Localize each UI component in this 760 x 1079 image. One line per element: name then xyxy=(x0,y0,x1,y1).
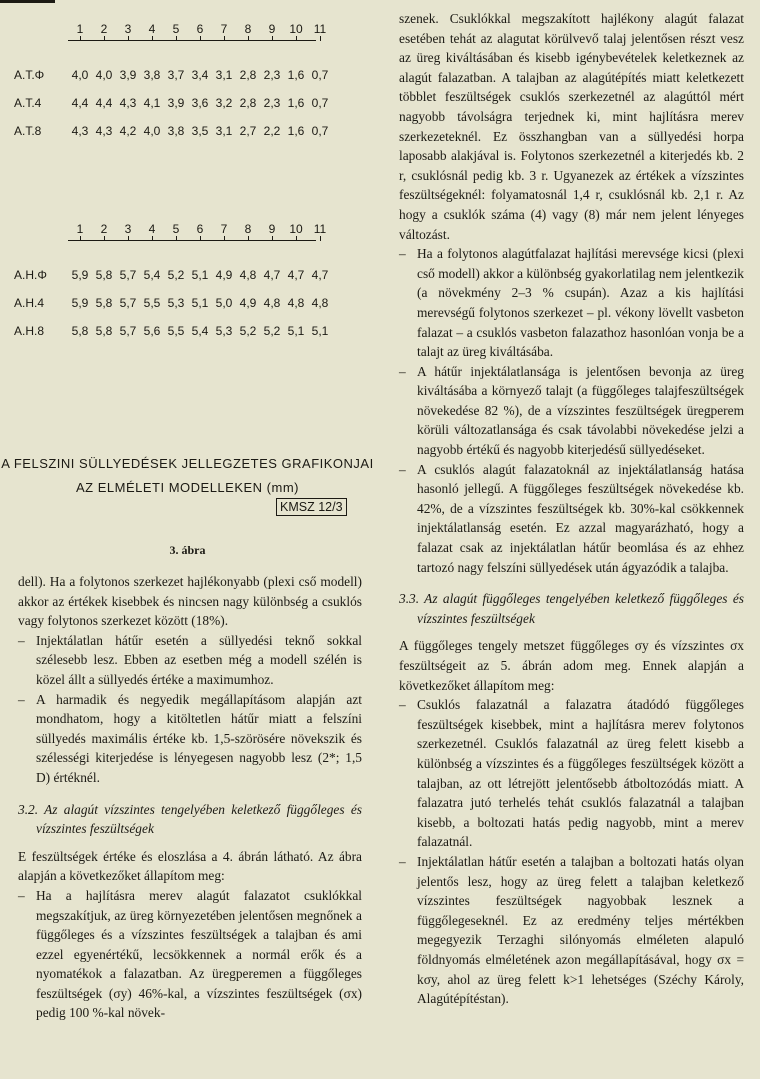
scale-line xyxy=(68,40,316,41)
figure-caption: 3. ábra xyxy=(169,543,206,557)
scale-tick-label: 2 xyxy=(100,222,108,236)
scale-tick-label: 7 xyxy=(220,222,228,236)
table-cell: 5,8 xyxy=(71,324,89,338)
table-cell: 5,8 xyxy=(95,268,113,282)
row-label: A.H.4 xyxy=(14,296,45,310)
scale-tick-label: 11 xyxy=(313,222,327,236)
section-heading: 3.2. Az alagút vízszintes tengelyében keletkező függőleges és vízszintes feszültségek xyxy=(18,801,362,837)
settlement-table-a xyxy=(14,22,334,147)
row-label: A.T.4 xyxy=(14,96,42,110)
table-cell: 0,7 xyxy=(311,124,329,138)
table-cell: 5,2 xyxy=(263,324,281,338)
scale-tick-label: 6 xyxy=(196,222,204,236)
paragraph: E feszültségek értéke és eloszlása a 4. ábrán látható. Az ábra alapján a következőket állapítom meg: xyxy=(18,848,362,884)
table-cell: 5,9 xyxy=(71,296,89,310)
table-cell: 3,8 xyxy=(167,124,185,138)
scale-tick-label: 8 xyxy=(244,22,252,36)
scale-line xyxy=(68,240,316,241)
table-cell: 4,3 xyxy=(119,96,137,110)
scale-tick-label: 1 xyxy=(76,222,84,236)
table-cell: 4,4 xyxy=(95,96,113,110)
table-cell: 4,9 xyxy=(215,268,233,282)
table-cell: 5,2 xyxy=(167,268,185,282)
table-cell: 4,7 xyxy=(311,268,329,282)
settlement-table-b xyxy=(14,222,334,347)
table-cell: 5,7 xyxy=(119,296,137,310)
row-label: A.H.8 xyxy=(14,324,45,338)
bullet-paragraph: – A harmadik és negyedik megállapításom alapján azt mondhatom, hogy a kitöltetlen hátűr miatt a felszíni süllyedés maximális értéke kb. 1,5-szörösére növekszik és szélességi kiterjedése is lényegesen nagyobb lesz (2*; 1,5 D) értéknél. xyxy=(18,690,362,788)
bullet-paragraph: – Injektálatlan hátűr esetén a talajban a boltozati hatás olyan jelentős lesz, hogy az üreg felett a talajban keletkező vízszintes feszültségek nagyobbak lesznek a függőlegeseknél. Ez az eredmény teljes mértékben megegyezik Terzaghi silónyomás elméleten alapuló földnyomás elméletének azon megállapításával, hogy σx = kσy, ahol az üreg felett k>1 lehetséges (Széchy Károly, Alagútépítéstan). xyxy=(399,852,744,1009)
table-cell: 5,9 xyxy=(71,268,89,282)
scale-tick-mark xyxy=(320,236,321,241)
figure-title-line2: AZ ELMÉLETI MODELLEKEN (mm) xyxy=(76,480,299,495)
table-cell: 1,6 xyxy=(287,96,305,110)
table-cell: 3,4 xyxy=(191,68,209,82)
bullet-paragraph: – Ha a folytonos alagútfalazat hajlítási merevsége kicsi (plexi cső modell) akkor a különbség gyakorlatilag nem jelentkezik (a növekmény 2–3 % csupán). Azaz a kis hajlítási merevségű folytonos szerkezet – pl. vékony lövellt vasbeton falazat – a csuklós vasbeton falazathoz hasonlóan vonja be a talajt az üreg kiváltásába. xyxy=(399,244,744,362)
table-cell: 4,3 xyxy=(95,124,113,138)
table-cell: 5,2 xyxy=(239,324,257,338)
right-text-column xyxy=(399,9,744,1009)
table-cell: 3,8 xyxy=(143,68,161,82)
table-cell: 5,1 xyxy=(311,324,329,338)
table-cell: 4,8 xyxy=(263,296,281,310)
table-cell: 5,1 xyxy=(191,296,209,310)
table-cell: 4,0 xyxy=(143,124,161,138)
bullet-paragraph: – A csuklós alagút falazatoknál az injektálatlanság hatása hasonló jellegű. A függőleges feszültségek növekedése kb. 42%, de a vízszintes feszültségek kb. 30%-kal csökkennek injektálatlanság esetén. Ez azzal magyarázható, hogy a falazat csak az injektálatlan hátűr beomlása és az ehhez tartozó nagy felszíni süllyedések után ágyazódik a talajba. xyxy=(399,460,744,578)
scale-tick-label: 1 xyxy=(76,22,84,36)
paragraph: A függőleges tengely metszet függőleges σy és vízszintes σx feszültségeit az 5. ábrán adom meg. Ennek alapján a következőket állapítom meg: xyxy=(399,638,744,693)
table-cell: 3,1 xyxy=(215,124,233,138)
table-cell: 2,8 xyxy=(239,68,257,82)
paragraph: dell). Ha a folytonos szerkezet hajlékonyabb (plexi cső modell) akkor az értékek kisebbek és nincsen nagy különbség a csuklós vagy folytonos szerkezet között (18%). xyxy=(18,574,362,629)
figure-title-line1: A FELSZINI SÜLLYEDÉSEK JELLEGZETES GRAFIKONJAI xyxy=(1,456,374,471)
table-cell: 3,9 xyxy=(119,68,137,82)
row-label: A.T.Φ xyxy=(14,68,45,82)
scale-tick-label: 4 xyxy=(148,22,156,36)
table-cell: 5,8 xyxy=(95,324,113,338)
section-heading: 3.3. Az alagút függőleges tengelyében keletkező függőleges és vízszintes feszültségek xyxy=(399,591,744,626)
table-cell: 3,5 xyxy=(191,124,209,138)
table-cell: 5,7 xyxy=(119,268,137,282)
table-row xyxy=(14,324,334,340)
table-cell: 2,3 xyxy=(263,96,281,110)
scale-tick-label: 3 xyxy=(124,222,132,236)
table-cell: 3,1 xyxy=(215,68,233,82)
table-row xyxy=(14,268,334,284)
table-cell: 2,8 xyxy=(239,96,257,110)
table-row xyxy=(14,96,334,112)
table-cell: 4,1 xyxy=(143,96,161,110)
bullet-paragraph: – A hátűr injektálatlansága is jelentősen bevonja az üreg kiváltásába a környező talajt (a függőleges talajfeszültségek növekedése 82 %), de a vízszintes feszültségek üregperem körüli változatlansága és csak távolabbi növekedése jelzi a nagyobb értékű és nagyobb kiterjedésű süllyedéseket. xyxy=(399,362,744,460)
table-cell: 5,4 xyxy=(143,268,161,282)
table-cell: 4,7 xyxy=(263,268,281,282)
table-cell: 4,8 xyxy=(287,296,305,310)
table-cell: 5,1 xyxy=(287,324,305,338)
scale-tick-label: 8 xyxy=(244,222,252,236)
table-cell: 4,0 xyxy=(71,68,89,82)
top-rule xyxy=(0,0,55,3)
table-cell: 5,1 xyxy=(191,268,209,282)
table-cell: 4,9 xyxy=(239,296,257,310)
table-row xyxy=(14,124,334,140)
scale-tick-label: 7 xyxy=(220,22,228,36)
table-cell: 4,2 xyxy=(119,124,137,138)
table-cell: 3,2 xyxy=(215,96,233,110)
scale-tick-label: 2 xyxy=(100,22,108,36)
scale-tick-label: 4 xyxy=(148,222,156,236)
table-cell: 3,9 xyxy=(167,96,185,110)
table-cell: 0,7 xyxy=(311,96,329,110)
left-text-column xyxy=(18,572,362,1023)
scale-tick-mark xyxy=(320,36,321,41)
scale-tick-label: 3 xyxy=(124,22,132,36)
table-cell: 3,6 xyxy=(191,96,209,110)
scale-axis xyxy=(14,222,334,250)
table-cell: 5,4 xyxy=(191,324,209,338)
table-cell: 5,5 xyxy=(167,324,185,338)
table-cell: 1,6 xyxy=(287,124,305,138)
table-row xyxy=(14,68,334,84)
table-cell: 4,7 xyxy=(287,268,305,282)
scale-tick-label: 10 xyxy=(289,22,303,36)
table-cell: 5,6 xyxy=(143,324,161,338)
table-cell: 4,3 xyxy=(71,124,89,138)
scale-tick-label: 5 xyxy=(172,22,180,36)
scale-tick-label: 5 xyxy=(172,222,180,236)
scale-tick-label: 9 xyxy=(268,22,276,36)
table-cell: 5,7 xyxy=(119,324,137,338)
row-label: A.H.Φ xyxy=(14,268,47,282)
table-cell: 5,8 xyxy=(95,296,113,310)
scale-tick-label: 11 xyxy=(313,22,327,36)
table-cell: 4,8 xyxy=(311,296,329,310)
scale-tick-label: 9 xyxy=(268,222,276,236)
table-row xyxy=(14,296,334,312)
scale-tick-label: 6 xyxy=(196,22,204,36)
table-cell: 5,5 xyxy=(143,296,161,310)
table-cell: 2,2 xyxy=(263,124,281,138)
table-cell: 4,8 xyxy=(239,268,257,282)
table-cell: 3,7 xyxy=(167,68,185,82)
table-cell: 4,4 xyxy=(71,96,89,110)
bullet-paragraph: – Injektálatlan hátűr esetén a süllyedési teknő sokkal szélesebb lesz. Ebben az esetben még a modell szélén is közel állt a süllyedés értéke a maximumhoz. xyxy=(18,631,362,690)
scale-axis xyxy=(14,22,334,50)
figure-code-box: KMSZ 12/3 xyxy=(276,498,347,516)
table-cell: 0,7 xyxy=(311,68,329,82)
table-cell: 5,3 xyxy=(167,296,185,310)
paragraph: szenek. Csuklókkal megszakított hajlékony alagút falazat esetében tehát az alagutat körülvevő talaj jelentősen részt vesz az üreg kiváltásában és kisebb igénybevételek keletkeznek az alagút falazatban. A talajban az alagútépítés miatt keletkezett többlet feszültségek csuklós szerkezetnél az alagúttól mért nagyobb távolságra terjednek ki, mint hajlításra merev szerkezeteknél. Ez összhangban van a süllyedési horpa laposabb alakjával is. Folytonos szerkezetnél a kiterjedés kb. 2 r, csuklósnál pedig kb. 3 r. Ugyanezek az értékek a vízszintes feszültségeknél: folyamatosnál 1,4 r, csuklósnál kb. 2,1 r. Az hogy a csuklók száma (4) vagy (8) már nem jelent lényeges változást. xyxy=(399,11,744,242)
table-cell: 1,6 xyxy=(287,68,305,82)
table-cell: 4,0 xyxy=(95,68,113,82)
table-cell: 2,3 xyxy=(263,68,281,82)
bullet-paragraph: – Csuklós falazatnál a falazatra átadódó függőleges feszültségek kisebbek, mint a hajlításra merev folytonos szerkezetnél. Csuklós falazatnál az üreg felett kisebb a különbség a vízszintes és a függőleges feszültségek között a talajban, az ott létrejött jelentősebb átboltozódás miatt. A falazatra jutó terhelés tehát csuklós falazatnál a talajban kisebb, a boltozati hatás pedig nagyobb, mint a merev falazatnál. xyxy=(399,695,744,852)
scale-tick-label: 10 xyxy=(289,222,303,236)
table-cell: 2,7 xyxy=(239,124,257,138)
bullet-paragraph: – Ha a hajlításra merev alagút falazatot csuklókkal megszakítjuk, az üreg környezetében jelentősen megnőnek a függőleges és a vízszintes feszültségek a talajban és ami ezzel egyenértékű, lecsökkennek a normál erők és a nyomatékok a falazatban. Az üregperemen a függőleges feszültségek (σy) 46%-kal, a vízszintes feszültségek (σx) pedig 100 %-kal növek- xyxy=(18,886,362,1023)
table-cell: 5,3 xyxy=(215,324,233,338)
table-cell: 5,0 xyxy=(215,296,233,310)
row-label: A.T.8 xyxy=(14,124,42,138)
